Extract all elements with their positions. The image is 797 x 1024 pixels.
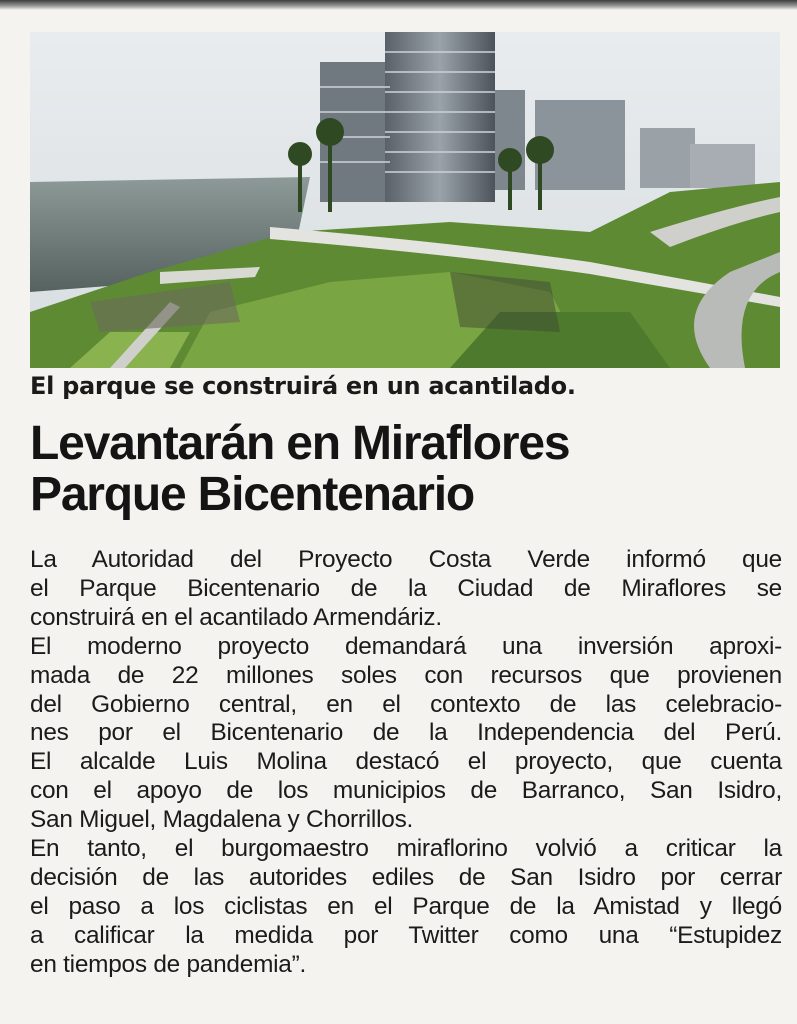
- body-line: mada de 22 millones soles con recursos que provienen: [30, 661, 782, 689]
- body-line: En tanto, el burgomaestro miraflorino volvió a criticar la: [30, 835, 782, 863]
- body-line: El alcalde Luis Molina destacó el proyecto, que cuenta: [30, 748, 782, 776]
- body-line: El moderno proyecto demandará una inversión aproxi-: [30, 632, 782, 660]
- article-body: [30, 546, 782, 980]
- body-line: con el apoyo de los municipios de Barranco, San Isidro,: [30, 777, 782, 805]
- body-line: decisión de las autorides ediles de San Isidro por cerrar: [30, 863, 782, 891]
- article-photo: [30, 32, 780, 368]
- headline-line: Levantarán en Miraflores: [30, 417, 570, 470]
- body-line: el Parque Bicentenario de la Ciudad de Miraflores se: [30, 574, 782, 602]
- park-render-illustration: [30, 32, 780, 368]
- headline-line: Parque Bicentenario: [30, 468, 475, 521]
- photo-caption: El parque se construirá en un acantilado.: [30, 372, 576, 400]
- body-line: el paso a los ciclistas en el Parque de la Amistad y llegó: [30, 892, 782, 920]
- article-headline: [30, 418, 780, 520]
- body-line: en tiempos de pandemia”.: [30, 950, 307, 978]
- paragraph: [30, 835, 782, 980]
- body-line: La Autoridad del Proyecto Costa Verde informó que: [30, 546, 782, 573]
- paragraph: [30, 546, 782, 633]
- body-line: a calificar la medida por Twitter como una “Estupidez: [30, 921, 782, 949]
- paragraph: [30, 748, 782, 835]
- body-line: construirá en el acantilado Armendáriz.: [30, 603, 442, 631]
- body-line: San Miguel, Magdalena y Chorrillos.: [30, 806, 414, 834]
- previous-article-edge: [0, 0, 797, 10]
- body-line: nes por el Bicentenario de la Independencia del Perú.: [30, 719, 782, 747]
- body-line: del Gobierno central, en el contexto de las celebracio-: [30, 690, 782, 718]
- paragraph: [30, 633, 782, 749]
